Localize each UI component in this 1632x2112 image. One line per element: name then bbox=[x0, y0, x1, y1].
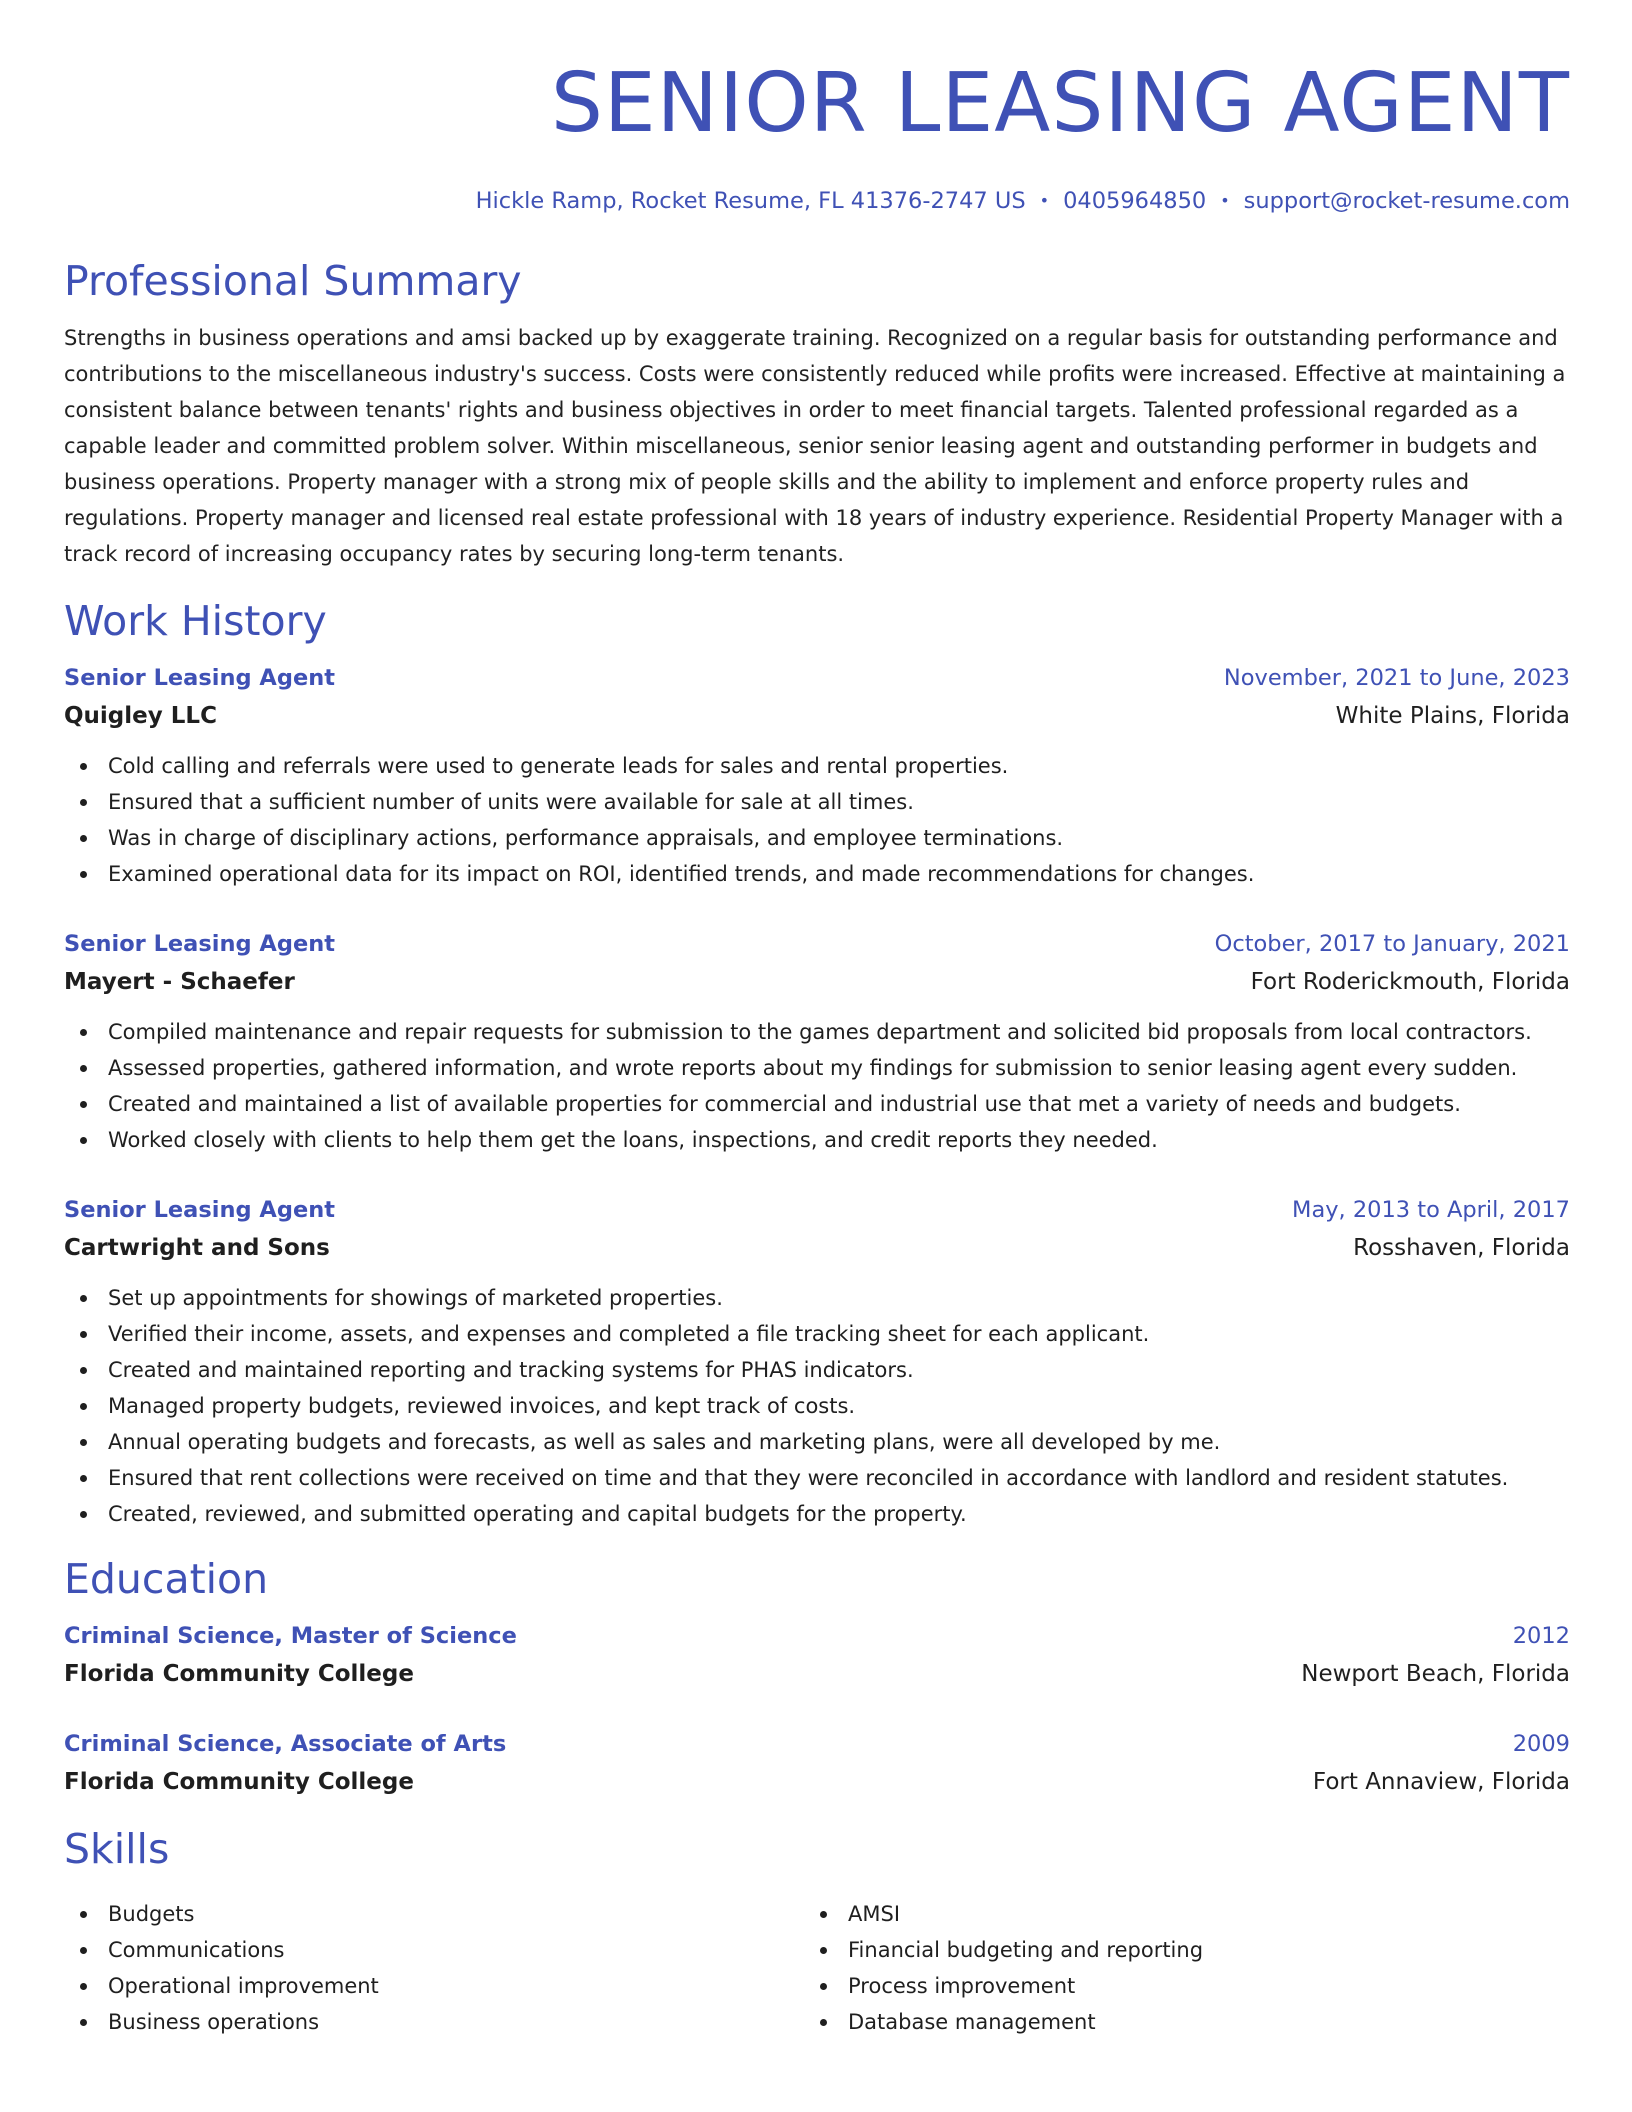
education-school-row bbox=[64, 1654, 1570, 1694]
job-entry bbox=[64, 1192, 1570, 1532]
education-entry bbox=[64, 1618, 1570, 1694]
job-bullet: Cold calling and referrals were used to generate leads for sales and rental properties. bbox=[64, 748, 1570, 784]
skill-item: Database management bbox=[804, 2004, 1544, 2040]
section-title-summary: Professional Summary bbox=[64, 257, 522, 305]
contact-address: Hickle Ramp, Rocket Resume, FL 41376-2747 US bbox=[475, 188, 1026, 214]
job-dates: May, 2013 to April, 2017 bbox=[1292, 1197, 1570, 1223]
job-location: Rosshaven, Florida bbox=[1353, 1235, 1570, 1261]
job-dates: October, 2017 to January, 2021 bbox=[1214, 931, 1570, 957]
job-bullet: Set up appointments for showings of marketed properties. bbox=[64, 1280, 1570, 1316]
skill-item: Budgets bbox=[64, 1896, 804, 1932]
job-role: Senior Leasing Agent bbox=[64, 1197, 335, 1223]
education-school: Florida Community College bbox=[64, 1661, 414, 1687]
summary-text: Strengths in business operations and amsi backed up by exaggerate training. Recognized on a regular basis for outstanding performance and contributions to the miscellaneous industry's success. Costs were consistently reduced while profits were increased. Effective at maintaining a consistent balance between tenants' rights and business objectives in order to meet financial targets. Talented professional regarded as a capable leader and committed problem solver. Within miscellaneous, senior senior leasing agent and outstanding performer in budgets and business operations. Property manager with a strong mix of people skills and the ability to implement and enforce property rules and regulations. Property manager and licensed real estate professional with 18 years of industry experience. Residential Property Manager with a track record of increasing occupancy rates by securing long-term tenants. bbox=[64, 326, 1566, 566]
job-company-row bbox=[64, 1228, 1570, 1268]
skill-item: Business operations bbox=[64, 2004, 804, 2040]
job-company: Quigley LLC bbox=[64, 703, 217, 729]
job-company: Cartwright and Sons bbox=[64, 1235, 330, 1261]
education-school: Florida Community College bbox=[64, 1769, 414, 1795]
job-bullet: Created, reviewed, and submitted operating and capital budgets for the property. bbox=[64, 1496, 1570, 1532]
job-bullet: Annual operating budgets and forecasts, as well as sales and marketing plans, were all developed by me. bbox=[64, 1424, 1570, 1460]
contact-email: support@rocket-resume.com bbox=[1243, 188, 1570, 214]
job-entry bbox=[64, 660, 1570, 892]
job-header-row bbox=[64, 926, 1570, 962]
job-bullet: Examined operational data for its impact on ROI, identified trends, and made recommendations for changes. bbox=[64, 856, 1570, 892]
job-bullet: Compiled maintenance and repair requests for submission to the games department and solicited bid proposals from local contractors. bbox=[64, 1014, 1570, 1050]
job-dates: November, 2021 to June, 2023 bbox=[1223, 665, 1570, 691]
contact-phone: 0405964850 bbox=[1063, 188, 1207, 214]
skill-item: Process improvement bbox=[804, 1968, 1544, 2004]
job-bullets bbox=[64, 1280, 1570, 1532]
skill-item: Financial budgeting and reporting bbox=[804, 1932, 1544, 1968]
resume-name: SENIOR LEASING AGENT bbox=[550, 56, 1570, 151]
job-company-row bbox=[64, 962, 1570, 1002]
job-header-row bbox=[64, 1192, 1570, 1228]
section-title-education: Education bbox=[64, 1555, 269, 1603]
education-degree: Criminal Science, Associate of Arts bbox=[64, 1731, 507, 1757]
skill-item: Operational improvement bbox=[64, 1968, 804, 2004]
section-title-skills: Skills bbox=[64, 1825, 170, 1873]
education-header-row bbox=[64, 1618, 1570, 1654]
job-company-row bbox=[64, 696, 1570, 736]
job-bullet: Was in charge of disciplinary actions, performance appraisals, and employee terminations. bbox=[64, 820, 1570, 856]
contact-separator: • bbox=[1039, 191, 1050, 210]
job-bullet: Assessed properties, gathered information, and wrote reports about my findings for submission to senior leasing agent every sudden. bbox=[64, 1050, 1570, 1086]
job-role: Senior Leasing Agent bbox=[64, 931, 335, 957]
skills-grid bbox=[64, 1884, 1570, 2040]
job-bullet: Created and maintained reporting and tracking systems for PHAS indicators. bbox=[64, 1352, 1570, 1388]
job-bullets bbox=[64, 1014, 1570, 1158]
education-degree: Criminal Science, Master of Science bbox=[64, 1623, 517, 1649]
job-location: Fort Roderickmouth, Florida bbox=[1250, 969, 1570, 995]
job-bullet: Ensured that a sufficient number of units were available for sale at all times. bbox=[64, 784, 1570, 820]
job-location: White Plains, Florida bbox=[1335, 703, 1570, 729]
skills-column-right bbox=[804, 1896, 1544, 2040]
job-bullet: Worked closely with clients to help them get the loans, inspections, and credit reports they needed. bbox=[64, 1122, 1570, 1158]
job-bullet: Created and maintained a list of available properties for commercial and industrial use that met a variety of needs and budgets. bbox=[64, 1086, 1570, 1122]
education-header-row bbox=[64, 1726, 1570, 1762]
job-company: Mayert - Schaefer bbox=[64, 969, 295, 995]
skills-column-left bbox=[64, 1896, 804, 2040]
job-role: Senior Leasing Agent bbox=[64, 665, 335, 691]
skill-item: Communications bbox=[64, 1932, 804, 1968]
education-year: 2012 bbox=[1512, 1623, 1570, 1649]
job-bullets bbox=[64, 748, 1570, 892]
contact-line bbox=[64, 186, 1570, 216]
contact-separator: • bbox=[1220, 191, 1230, 210]
skill-item: AMSI bbox=[804, 1896, 1544, 1932]
job-bullet: Verified their income, assets, and expenses and completed a file tracking sheet for each applicant. bbox=[64, 1316, 1570, 1352]
job-header-row bbox=[64, 660, 1570, 696]
section-title-work-history: Work History bbox=[64, 597, 327, 645]
education-entry bbox=[64, 1726, 1570, 1802]
resume-page bbox=[64, 0, 1570, 2040]
job-entry bbox=[64, 926, 1570, 1158]
education-location: Newport Beach, Florida bbox=[1301, 1661, 1570, 1687]
job-bullet: Ensured that rent collections were received on time and that they were reconciled in accordance with landlord and resident statutes. bbox=[64, 1460, 1570, 1496]
education-location: Fort Annaview, Florida bbox=[1312, 1769, 1570, 1795]
education-year: 2009 bbox=[1512, 1731, 1570, 1757]
education-school-row bbox=[64, 1762, 1570, 1802]
job-bullet: Managed property budgets, reviewed invoices, and kept track of costs. bbox=[64, 1388, 1570, 1424]
